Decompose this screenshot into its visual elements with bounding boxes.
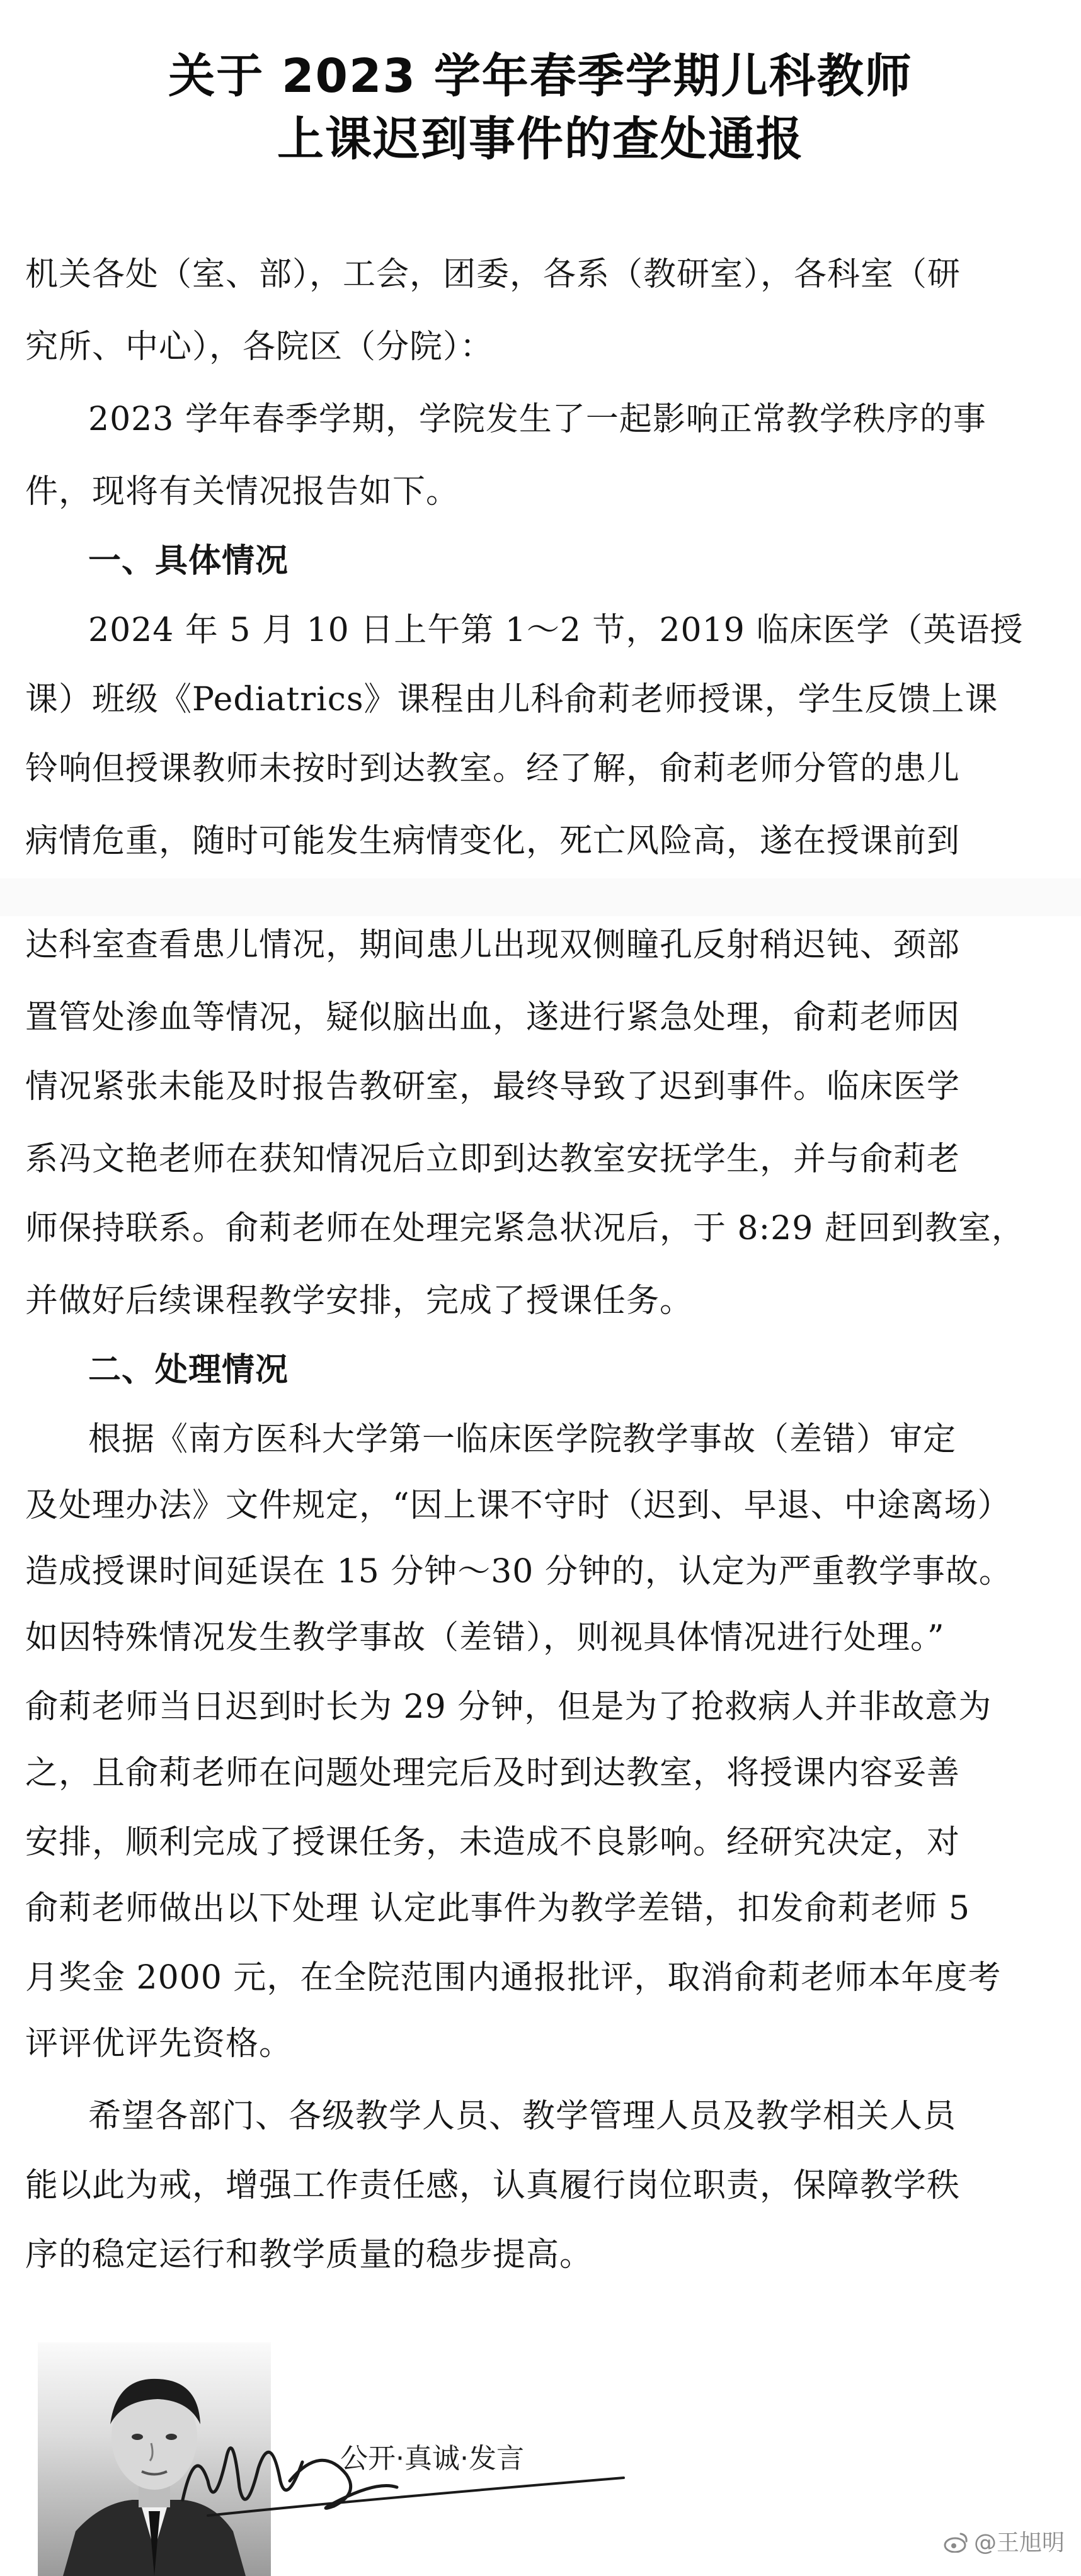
watermark-text: @王旭明 bbox=[973, 2530, 1065, 2556]
weibo-watermark bbox=[944, 2525, 1065, 2558]
body-line: 并做好后续课程教学安排，完成了授课任务。 bbox=[25, 1282, 694, 1320]
closing-line: 希望各部门、各级教学人员、教学管理人员及教学相关人员 bbox=[88, 2097, 957, 2135]
body-line: 师保持联系。俞莉老师在处理完紧急状况后，于 8:29 赶回到教室， bbox=[25, 1210, 1025, 1247]
body-line: 月奖金 2000 元，在全院范围内通报批评，取消俞莉老师本年度考 bbox=[25, 1959, 1002, 1997]
body-line: 及处理办法》文件规定，“因上课不守时（迟到、早退、中途离场） bbox=[25, 1487, 1011, 1524]
intro-line: 件，现将有关情况报告如下。 bbox=[25, 473, 460, 511]
body-line: 评评优评先资格。 bbox=[25, 2025, 293, 2063]
body-line: 俞莉老师做出以下处理 认定此事件为教学差错，扣发俞莉老师 5 bbox=[25, 1890, 971, 1927]
body-line: 安排，顺利完成了授课任务，未造成不良影响。经研究决定，对 bbox=[25, 1824, 961, 1861]
body-line: 之，且俞莉老师在问题处理完后及时到达教室，将授课内容妥善 bbox=[25, 1754, 961, 1792]
body-line: 课）班级《Pediatrics》课程由儿科俞莉老师授课，学生反馈上课 bbox=[25, 681, 998, 718]
section-heading-handling: 二、处理情况 bbox=[88, 1351, 289, 1389]
intro-line: 2023 学年春季学期，学院发生了一起影响正常教学秩序的事 bbox=[88, 400, 987, 438]
recipients-line: 机关各处（室、部），工会，团委，各系（教研室），各科室（研 bbox=[25, 256, 961, 293]
body-line: 俞莉老师当日迟到时长为 29 分钟，但是为了抢救病人并非故意为 bbox=[25, 1688, 992, 1726]
closing-line: 序的稳定运行和教学质量的稳步提高。 bbox=[25, 2236, 593, 2274]
body-line: 如因特殊情况发生教学事故（差错），则视具体情况进行处理。” bbox=[25, 1619, 945, 1657]
weibo-logo-icon bbox=[944, 2531, 969, 2558]
document-title-line-2: 上课迟到事件的查处通报 bbox=[277, 112, 804, 166]
body-line: 达科室查看患儿情况，期间患儿出现双侧瞳孔反射稍迟钝、颈部 bbox=[25, 926, 961, 964]
body-line: 根据《南方医科大学第一临床医学院教学事故（差错）审定 bbox=[88, 1421, 957, 1458]
document-title-line-1: 关于 2023 学年春季学期儿科教师 bbox=[168, 49, 913, 103]
footer-motto: 公开·真诚·发言 bbox=[340, 2443, 524, 2475]
section-heading-situation: 一、具体情况 bbox=[88, 542, 289, 580]
body-line: 情况紧张未能及时报告教研室，最终导致了迟到事件。临床医学 bbox=[25, 1068, 961, 1106]
body-line: 造成授课时间延误在 15 分钟～30 分钟的，认定为严重教学事故。 bbox=[25, 1553, 1012, 1591]
closing-line: 能以此为戒，增强工作责任感，认真履行岗位职责，保障教学秩 bbox=[25, 2167, 961, 2204]
recipients-line: 究所、中心），各院区（分院）： bbox=[25, 328, 494, 366]
body-line: 病情危重，随时可能发生病情变化，死亡风险高，遂在授课前到 bbox=[25, 822, 961, 860]
body-line: 2024 年 5 月 10 日上午第 1～2 节，2019 临床医学（英语授 bbox=[88, 611, 1024, 649]
page-gap bbox=[0, 878, 1081, 916]
body-line: 铃响但授课教师未按时到达教室。经了解，俞莉老师分管的患儿 bbox=[25, 750, 961, 788]
body-line: 置管处渗血等情况，疑似脑出血，遂进行紧急处理，俞莉老师因 bbox=[25, 999, 961, 1036]
body-line: 系冯文艳老师在获知情况后立即到达教室安抚学生，并与俞莉老 bbox=[25, 1140, 961, 1178]
